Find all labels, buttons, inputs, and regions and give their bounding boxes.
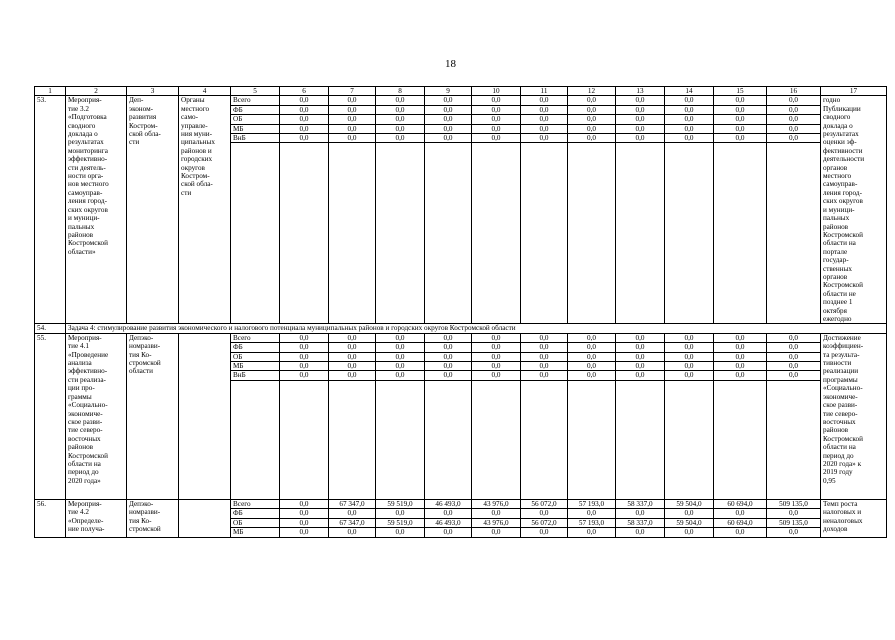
funding-value: 57 193,0 [568, 499, 616, 508]
funding-value: 0,0 [280, 371, 329, 380]
activity-name: Мероприя- тие 4.2 «Определе- ние получа- [66, 499, 127, 537]
column-number: 9 [425, 87, 472, 96]
funding-value: 0,0 [665, 528, 714, 537]
funding-value: 0,0 [616, 343, 665, 352]
page-number: 18 [445, 58, 456, 70]
funding-value: 0,0 [616, 96, 665, 105]
funding-value: 0,0 [376, 105, 425, 114]
funding-value: 56 072,0 [521, 499, 568, 508]
funding-value: 0,0 [714, 362, 767, 371]
funding-value: 0,0 [425, 124, 472, 133]
funding-value: 0,0 [521, 105, 568, 114]
column-number: 16 [767, 87, 821, 96]
funding-value: 0,0 [280, 509, 329, 518]
funding-value: 59 504,0 [665, 518, 714, 527]
funding-value: 59 519,0 [376, 499, 425, 508]
funding-value: 0,0 [280, 115, 329, 124]
funding-value: 0,0 [714, 528, 767, 537]
funding-value: 0,0 [472, 105, 521, 114]
funding-value: 0,0 [376, 343, 425, 352]
empty-cell [665, 380, 714, 499]
funding-value: 0,0 [616, 134, 665, 143]
funding-value: 46 493,0 [425, 518, 472, 527]
funding-value: 0,0 [376, 352, 425, 361]
funding-value: 0,0 [376, 509, 425, 518]
funding-source: Всего [231, 499, 280, 508]
funding-value: 0,0 [665, 352, 714, 361]
funding-value: 0,0 [280, 105, 329, 114]
funding-value: 0,0 [521, 509, 568, 518]
funding-value: 0,0 [521, 343, 568, 352]
funding-value: 0,0 [425, 352, 472, 361]
funding-value: 0,0 [280, 352, 329, 361]
column-number: 2 [66, 87, 127, 96]
activities-table [34, 86, 887, 538]
funding-value: 0,0 [329, 528, 376, 537]
funding-value: 0,0 [425, 371, 472, 380]
empty-cell [521, 380, 568, 499]
empty-cell [521, 143, 568, 324]
funding-value: 0,0 [280, 343, 329, 352]
funding-value: 0,0 [425, 528, 472, 537]
funding-value: 0,0 [767, 124, 821, 133]
expected-result: Достижение коэффициен- та результа- тивности реализации программы «Социально- экономиче- ское разви- тие северо- восточных районов Костромской области на период до 2020 года» к 2019 году 0,95 [821, 333, 887, 499]
funding-value: 0,0 [280, 96, 329, 105]
funding-value: 0,0 [767, 333, 821, 342]
funding-value: 0,0 [665, 105, 714, 114]
funding-value: 0,0 [568, 115, 616, 124]
empty-cell [714, 143, 767, 324]
participants: Органы местного само- управле- ния муни- ципальных районов и городских округов Костром- ской обла- сти [179, 96, 231, 324]
participants [179, 499, 231, 537]
funding-value: 0,0 [280, 333, 329, 342]
funding-value: 0,0 [616, 105, 665, 114]
funding-value: 0,0 [425, 509, 472, 518]
funding-value: 0,0 [521, 371, 568, 380]
funding-value: 0,0 [568, 105, 616, 114]
empty-cell [329, 380, 376, 499]
funding-value: 0,0 [280, 528, 329, 537]
funding-value: 0,0 [714, 115, 767, 124]
funding-value: 0,0 [665, 96, 714, 105]
funding-value: 0,0 [280, 518, 329, 527]
funding-value: 0,0 [568, 528, 616, 537]
funding-value: 0,0 [665, 115, 714, 124]
funding-value: 0,0 [376, 134, 425, 143]
funding-value: 509 135,0 [767, 499, 821, 508]
funding-value: 0,0 [472, 343, 521, 352]
empty-cell [329, 143, 376, 324]
funding-value: 67 347,0 [329, 499, 376, 508]
funding-value: 0,0 [425, 105, 472, 114]
activity-name: Мероприя- тие 4.1 «Проведение анализа эффективно- сти реализа- ции про- граммы «Социально- экономиче- ское разви- тие северо- восточных районов Костромской области на период до 2020 года» [66, 333, 127, 499]
funding-value: 0,0 [425, 115, 472, 124]
funding-value: 59 519,0 [376, 518, 425, 527]
table-row [35, 333, 887, 342]
funding-source: ОБ [231, 115, 280, 124]
funding-value: 57 193,0 [568, 518, 616, 527]
funding-value: 58 337,0 [616, 518, 665, 527]
responsible-executor: Деп- эконом- развития Костром- ской обла- сти [127, 96, 179, 324]
column-number: 4 [179, 87, 231, 96]
empty-cell [767, 380, 821, 499]
funding-value: 0,0 [472, 333, 521, 342]
funding-value: 0,0 [714, 371, 767, 380]
column-number: 6 [280, 87, 329, 96]
funding-value: 0,0 [329, 371, 376, 380]
funding-value: 0,0 [568, 124, 616, 133]
empty-cell [767, 143, 821, 324]
funding-value: 0,0 [616, 509, 665, 518]
funding-source: МБ [231, 124, 280, 133]
funding-value: 0,0 [376, 528, 425, 537]
column-number: 3 [127, 87, 179, 96]
funding-source: ВнБ [231, 134, 280, 143]
funding-value: 0,0 [568, 352, 616, 361]
funding-value: 0,0 [767, 96, 821, 105]
funding-value: 0,0 [376, 362, 425, 371]
row-number: 53. [35, 96, 66, 324]
funding-value: 0,0 [472, 134, 521, 143]
funding-value: 0,0 [714, 105, 767, 114]
funding-value: 0,0 [665, 371, 714, 380]
funding-value: 0,0 [714, 124, 767, 133]
funding-value: 0,0 [329, 124, 376, 133]
empty-cell [280, 143, 329, 324]
funding-value: 0,0 [376, 124, 425, 133]
funding-value: 0,0 [329, 134, 376, 143]
empty-cell [616, 143, 665, 324]
funding-value: 0,0 [376, 96, 425, 105]
funding-source: ОБ [231, 518, 280, 527]
empty-cell [231, 380, 280, 499]
funding-value: 0,0 [329, 352, 376, 361]
row-number: 56. [35, 499, 66, 537]
empty-cell [616, 380, 665, 499]
funding-value: 0,0 [665, 333, 714, 342]
funding-value: 59 504,0 [665, 499, 714, 508]
empty-cell [425, 143, 472, 324]
funding-value: 0,0 [665, 343, 714, 352]
funding-value: 0,0 [568, 343, 616, 352]
funding-value: 0,0 [568, 362, 616, 371]
funding-value: 0,0 [472, 96, 521, 105]
funding-value: 0,0 [329, 509, 376, 518]
funding-value: 0,0 [329, 105, 376, 114]
table-row [35, 499, 887, 508]
funding-value: 0,0 [568, 134, 616, 143]
funding-value: 0,0 [521, 528, 568, 537]
funding-value: 67 347,0 [329, 518, 376, 527]
funding-value: 60 694,0 [714, 518, 767, 527]
funding-value: 0,0 [714, 352, 767, 361]
funding-value: 0,0 [767, 362, 821, 371]
table-row [35, 96, 887, 105]
task-row [35, 324, 887, 333]
funding-value: 0,0 [425, 96, 472, 105]
funding-value: 0,0 [767, 105, 821, 114]
funding-value: 0,0 [665, 509, 714, 518]
funding-source: ФБ [231, 343, 280, 352]
empty-cell [714, 380, 767, 499]
funding-value: 0,0 [616, 362, 665, 371]
funding-value: 58 337,0 [616, 499, 665, 508]
funding-value: 0,0 [714, 134, 767, 143]
funding-value: 0,0 [767, 115, 821, 124]
funding-value: 0,0 [329, 96, 376, 105]
funding-value: 0,0 [616, 528, 665, 537]
empty-cell [568, 380, 616, 499]
funding-value: 0,0 [521, 124, 568, 133]
funding-value: 0,0 [472, 352, 521, 361]
funding-source: ВнБ [231, 371, 280, 380]
funding-value: 0,0 [425, 134, 472, 143]
empty-cell [472, 380, 521, 499]
funding-value: 0,0 [280, 362, 329, 371]
funding-value: 43 976,0 [472, 499, 521, 508]
funding-source: МБ [231, 362, 280, 371]
funding-value: 0,0 [329, 343, 376, 352]
funding-value: 0,0 [616, 124, 665, 133]
funding-value: 0,0 [521, 115, 568, 124]
funding-value: 0,0 [665, 124, 714, 133]
task-title: Задача 4: стимулирование развития экономического и налогового потенциала муниципальных районов и городских округов Костромской области [66, 324, 887, 333]
funding-source: Всего [231, 333, 280, 342]
empty-cell [472, 143, 521, 324]
column-number: 13 [616, 87, 665, 96]
funding-value: 0,0 [665, 134, 714, 143]
funding-value: 0,0 [521, 96, 568, 105]
funding-value: 0,0 [521, 362, 568, 371]
funding-value: 0,0 [376, 333, 425, 342]
funding-value: 509 135,0 [767, 518, 821, 527]
funding-value: 0,0 [472, 509, 521, 518]
empty-cell [280, 380, 329, 499]
funding-value: 0,0 [472, 124, 521, 133]
column-number: 15 [714, 87, 767, 96]
funding-value: 0,0 [616, 371, 665, 380]
funding-value: 0,0 [767, 528, 821, 537]
funding-value: 0,0 [329, 115, 376, 124]
funding-value: 0,0 [329, 333, 376, 342]
funding-value: 0,0 [568, 509, 616, 518]
funding-value: 0,0 [616, 352, 665, 361]
funding-value: 0,0 [376, 371, 425, 380]
expected-result: Темп роста налоговых и неналоговых доходов [821, 499, 887, 537]
column-number: 7 [329, 87, 376, 96]
empty-cell [231, 143, 280, 324]
column-number: 8 [376, 87, 425, 96]
empty-cell [376, 380, 425, 499]
column-number: 1 [35, 87, 66, 96]
column-number: 5 [231, 87, 280, 96]
funding-value: 56 072,0 [521, 518, 568, 527]
funding-value: 0,0 [714, 96, 767, 105]
funding-value: 0,0 [472, 362, 521, 371]
column-number: 12 [568, 87, 616, 96]
funding-source: МБ [231, 528, 280, 537]
column-number: 17 [821, 87, 887, 96]
funding-value: 0,0 [521, 333, 568, 342]
funding-value: 0,0 [425, 362, 472, 371]
row-number: 54. [35, 324, 66, 333]
column-number: 10 [472, 87, 521, 96]
expected-result: годно Публикации сводного доклада о результатах оценки эф- фективности деятельности органов местного самоуправ- ления город- ских округов и муници- пальных районов Костромской области на портале государ- ственных органов Костромской области не позднее 1 октября ежегодно [821, 96, 887, 324]
participants [179, 333, 231, 499]
funding-value: 0,0 [714, 509, 767, 518]
funding-value: 46 493,0 [425, 499, 472, 508]
funding-value: 0,0 [521, 134, 568, 143]
funding-value: 0,0 [329, 362, 376, 371]
funding-value: 0,0 [568, 96, 616, 105]
funding-value: 0,0 [665, 362, 714, 371]
funding-value: 0,0 [425, 333, 472, 342]
funding-value: 0,0 [767, 509, 821, 518]
funding-source: Всего [231, 96, 280, 105]
funding-value: 0,0 [714, 333, 767, 342]
funding-value: 60 694,0 [714, 499, 767, 508]
funding-value: 0,0 [767, 134, 821, 143]
column-number: 11 [521, 87, 568, 96]
funding-value: 0,0 [568, 371, 616, 380]
funding-source: ФБ [231, 105, 280, 114]
funding-value: 0,0 [767, 352, 821, 361]
funding-value: 0,0 [280, 499, 329, 508]
empty-cell [568, 143, 616, 324]
funding-value: 0,0 [425, 343, 472, 352]
column-number: 14 [665, 87, 714, 96]
funding-value: 0,0 [472, 371, 521, 380]
funding-value: 0,0 [616, 115, 665, 124]
funding-value: 0,0 [280, 134, 329, 143]
responsible-executor: Депэко- номразви- тия Ко- стромской [127, 499, 179, 537]
funding-value: 0,0 [714, 343, 767, 352]
funding-value: 0,0 [521, 352, 568, 361]
funding-value: 0,0 [472, 528, 521, 537]
funding-value: 0,0 [568, 333, 616, 342]
activity-name: Мероприя- тие 3.2 «Подготовка сводного доклада о результатах мониторинга эффективно- сти деятель- ности орга- нов местного самоуправ- ления город- ских округов и муници- пальных районов Костромской области» [66, 96, 127, 324]
empty-cell [376, 143, 425, 324]
funding-value: 0,0 [616, 333, 665, 342]
responsible-executor: Депэко- номразви- тия Ко- стромской области [127, 333, 179, 499]
row-number: 55. [35, 333, 66, 499]
funding-value: 0,0 [280, 124, 329, 133]
funding-source: ФБ [231, 509, 280, 518]
funding-value: 0,0 [767, 371, 821, 380]
funding-source: ОБ [231, 352, 280, 361]
empty-cell [425, 380, 472, 499]
funding-value: 43 976,0 [472, 518, 521, 527]
column-numbers-row [35, 87, 887, 96]
funding-value: 0,0 [767, 343, 821, 352]
funding-value: 0,0 [376, 115, 425, 124]
empty-cell [665, 143, 714, 324]
funding-value: 0,0 [472, 115, 521, 124]
